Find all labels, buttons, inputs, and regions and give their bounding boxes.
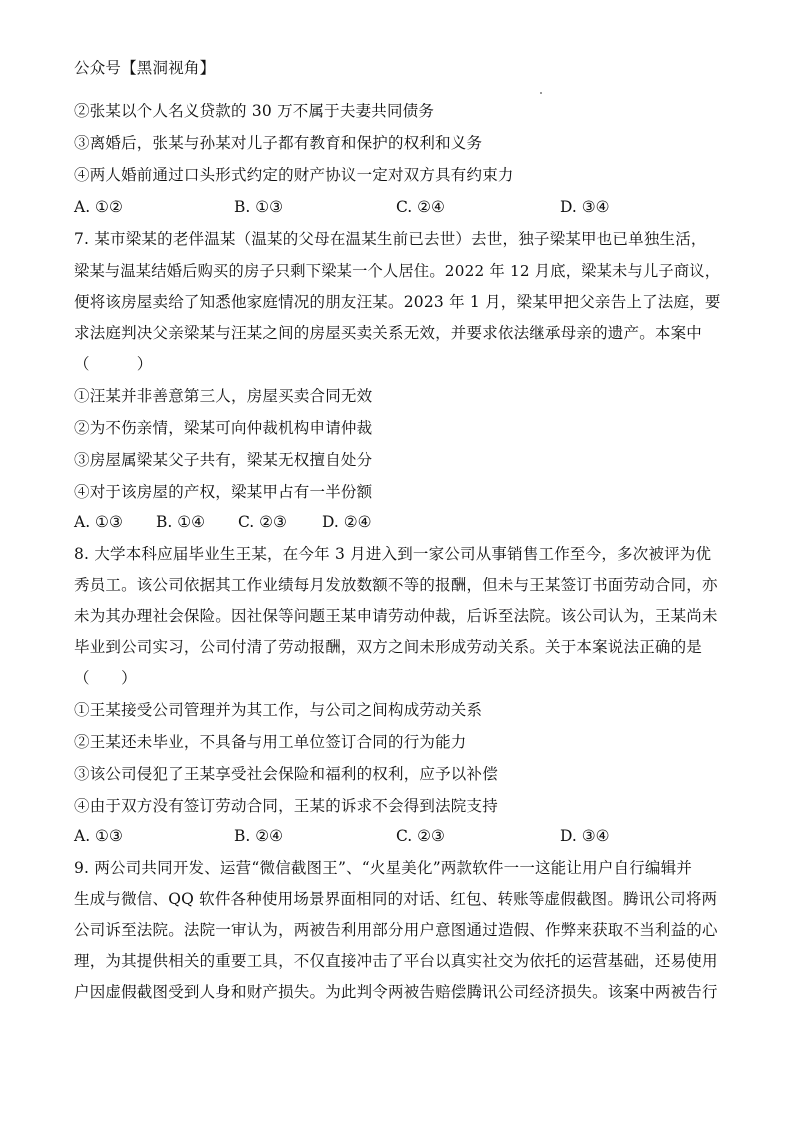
- q6-statement-2: ②张某以个人名义贷款的 30 万不属于夫妻共同债务: [74, 102, 435, 120]
- q8-statement-3: ③该公司侵犯了王某享受社会保险和福利的权利，应予以补偿: [74, 765, 498, 783]
- q8-option-b: B. ②④: [234, 827, 284, 845]
- q7-statement-3: ③房屋属梁某父子共有，梁某无权擅自处分: [74, 451, 373, 469]
- q8-option-a: A. ①③: [74, 827, 123, 845]
- q6-option-a: A. ①②: [74, 198, 123, 216]
- q7-statement-4: ④对于该房屋的产权，梁某甲占有一半份额: [74, 483, 373, 501]
- q6-option-c: C. ②④: [396, 198, 445, 216]
- q9-stem-line-4: 理，为其提供相关的重要工具，不仅直接冲击了平台以真实社交为依托的运营基础，还易使用: [74, 952, 718, 970]
- q7-stem-line-3: 便将该房屋卖给了知悉他家庭情况的朋友汪某。2023 年 1 月，梁某甲把父亲告上了法庭，要: [74, 293, 721, 311]
- q8-stem-line-1: 8. 大学本科应届毕业生王某，在今年 3 月进入到一家公司从事销售工作至今，多次被评为优: [74, 545, 712, 563]
- q7-statement-1: ①汪某并非善意第三人，房屋买卖合同无效: [74, 387, 373, 405]
- q8-option-d: D. ③④: [560, 827, 610, 845]
- page-header: 公众号【黑洞视角】: [74, 59, 216, 77]
- q9-stem-line-1: 9. 两公司共同开发、运营“微信截图王”、“火星美化”两款软件一一这能让用户自行编辑并: [74, 859, 693, 877]
- q7-statement-2: ②为不伤亲情，梁某可向仲裁机构申请仲裁: [74, 419, 373, 437]
- q6-statement-4: ④两人婚前通过口头形式约定的财产协议一定对双方具有约束力: [74, 166, 514, 184]
- q6-option-d: D. ③④: [560, 198, 610, 216]
- q8-statement-2: ②王某还未毕业，不具备与用工单位签订合同的行为能力: [74, 733, 467, 751]
- q7-stem-line-4: 求法庭判决父亲梁某与汪某之间的房屋买卖关系无效，并要求依法继承母亲的遗产。本案中: [74, 324, 703, 342]
- q6-statement-3: ③离婚后，张某与孙某对儿子都有教育和保护的权利和义务: [74, 134, 483, 152]
- q9-stem-line-2: 生成与微信、QQ 软件各种使用场景界面相同的对话、红包、转账等虚假截图。腾讯公司将两: [74, 890, 718, 908]
- scan-speck: [540, 92, 542, 94]
- q8-answer-blank: （ ）: [74, 669, 137, 687]
- q7-option-a: A. ①③: [74, 513, 123, 531]
- q7-stem-line-1: 7. 某市梁某的老伴温某（温某的父母在温某生前已去世）去世，独子梁某甲也已单独生活，: [74, 230, 707, 248]
- q7-stem-line-2: 梁某与温某结婚后购买的房子只剩下梁某一个人居住。2022 年 12 月底，梁某未与儿子商议，: [74, 262, 721, 280]
- q8-statement-4: ④由于双方没有签订劳动合同，王某的诉求不会得到法院支持: [74, 797, 498, 815]
- q7-option-c: C. ②③: [238, 513, 287, 531]
- q8-stem-line-3: 未为其办理社会保险。因社保等问题王某申请劳动仲裁，后诉至法院。该公司认为，王某尚未: [74, 607, 718, 625]
- q8-stem-line-4: 毕业到公司实习，公司付清了劳动报酬，双方之间未形成劳动关系。关于本案说法正确的是: [74, 638, 703, 656]
- q8-option-c: C. ②③: [396, 827, 445, 845]
- q9-stem-line-3: 公司诉至法院。法院一审认为，两被告利用部分用户意图通过造假、作弊来获取不当利益的心: [74, 921, 718, 939]
- q8-statement-1: ①王某接受公司管理并为其工作，与公司之间构成劳动关系: [74, 701, 483, 719]
- q7-option-b: B. ①④: [156, 513, 206, 531]
- q8-stem-line-2: 秀员工。该公司依据其工作业绩每月发放数额不等的报酬，但未与王某签订书面劳动合同，亦: [74, 576, 718, 594]
- q9-stem-line-5: 户因虚假截图受到人身和财产损失。为此判令两被告赔偿腾讯公司经济损失。该案中两被告行: [74, 983, 718, 1001]
- q7-answer-blank: （ ）: [74, 355, 153, 373]
- q7-option-d: D. ②④: [322, 513, 372, 531]
- q6-option-b: B. ①③: [234, 198, 284, 216]
